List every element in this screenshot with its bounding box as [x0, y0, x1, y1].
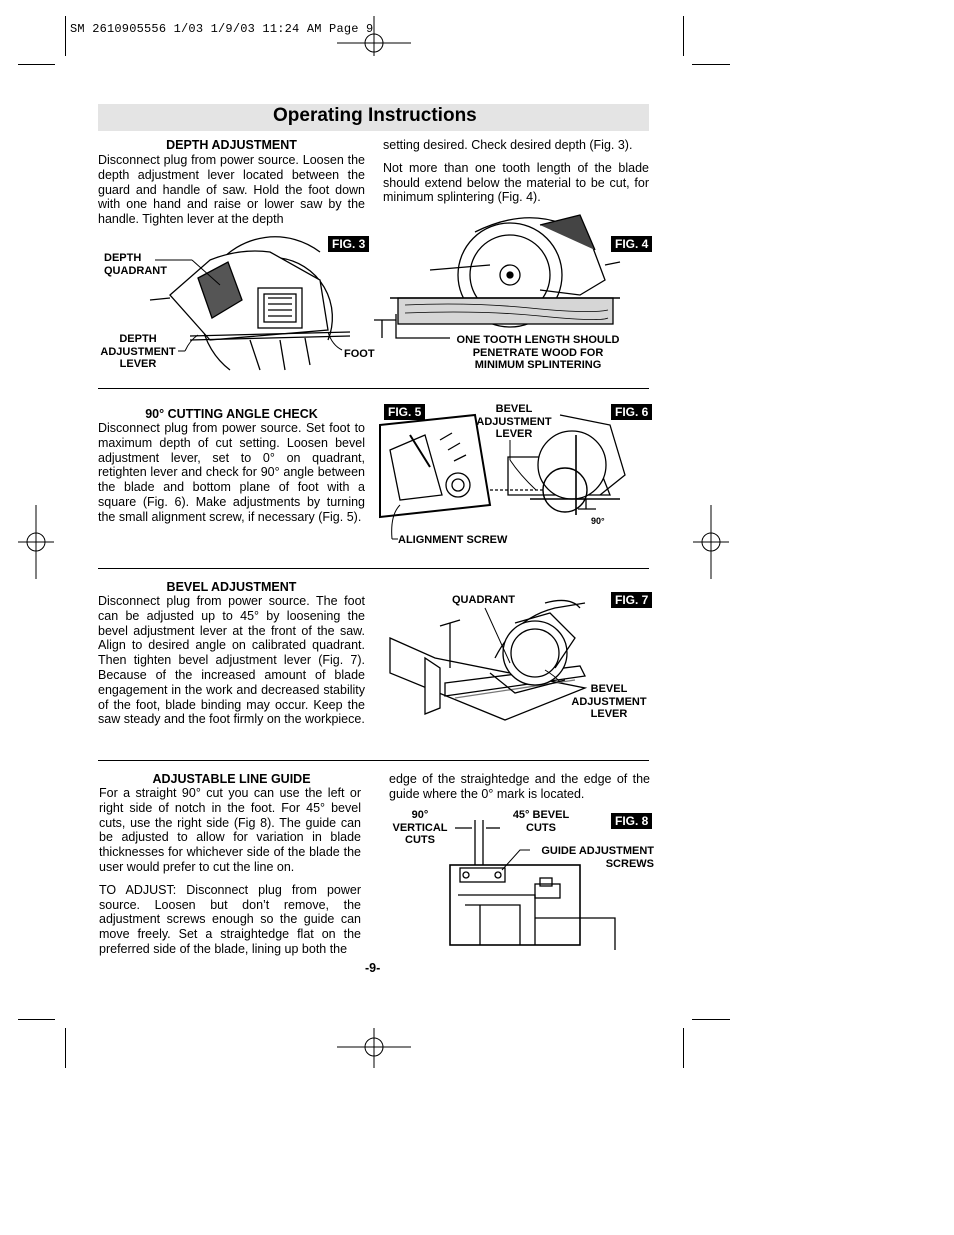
fig4-tooth-label: ONE TOOTH LENGTH SHOULD PENETRATE WOOD FOR MINIMUM SPLINTERING	[456, 334, 620, 371]
guide-text-1: For a straight 90° cut you can use the left or right side of notch in the foot. For 45° bevel cuts, use the right side (Fig 8). The guide can be adjusted to allow for variation in blade thicknesses for whichever side of the blade the user would prefer to cut the line on.	[99, 786, 361, 874]
fig5-label: FIG. 5	[384, 404, 425, 420]
bevel-heading: BEVEL ADJUSTMENT	[166, 580, 297, 594]
page-number: -9-	[365, 961, 381, 975]
depth-heading: DEPTH ADJUSTMENT	[166, 138, 297, 152]
fig8-label: FIG. 8	[611, 813, 652, 829]
fig4-saw-illustration	[380, 210, 650, 350]
fig3-foot-label: FOOT	[344, 348, 375, 360]
page-title: Operating Instructions	[273, 105, 477, 126]
guide-text-right: edge of the straightedge and the edge of the guide where the 0° mark is located.	[389, 772, 650, 801]
angle-text: Disconnect plug from power source. Set foot to maximum depth of cut setting. Loosen bevel adjustment lever, set to 0° on quadrant, retighten lever and check for 90° angle between the blade and bottom plane of foot with a square (Fig. 6). Make adjustments by turning the small alignment screw, if necessary (Fig. 5).	[98, 421, 365, 524]
fig3-label: FIG. 3	[328, 236, 369, 252]
depth-text-right	[383, 138, 649, 213]
fig6-90-label: 90°	[591, 516, 605, 526]
fig8-90-label: 90° VERTICAL CUTS	[392, 809, 448, 846]
depth-text-right-1: setting desired. Check desired depth (Fig. 3).	[383, 138, 633, 152]
guide-text-2: TO ADJUST: Disconnect plug from power source. Loosen but don’t remove, the adjustment screws enough so the guide can move freely. Set a straightedge flat on the preferred side of the blade, lining up both the	[99, 882, 361, 956]
divider-2	[98, 568, 649, 569]
fig3-depth-lever-label: DEPTH ADJUSTMENT LEVER	[100, 333, 176, 370]
guide-heading: ADJUSTABLE LINE GUIDE	[152, 772, 311, 786]
fig7-quadrant-label: QUADRANT	[452, 594, 515, 606]
depth-text-right-2: Not more than one tooth length of the blade should extend below the material to be cut, for minimum splintering (Fig. 4).	[383, 160, 649, 205]
fig6-bevel-lever-label: BEVEL ADJUSTMENT LEVER	[476, 403, 552, 440]
divider-1	[98, 388, 649, 389]
fig8-45-label: 45° BEVEL CUTS	[512, 809, 570, 834]
print-slug: SM 2610905556 1/03 1/9/03 11:24 AM Page 9	[70, 22, 374, 36]
divider-3	[98, 760, 649, 761]
fig3-depth-quadrant-label: DEPTH QUADRANT	[104, 252, 167, 277]
fig7-bevel-lever-label: BEVEL ADJUSTMENT LEVER	[571, 683, 647, 720]
angle-heading: 90° CUTTING ANGLE CHECK	[145, 407, 318, 421]
depth-text-left: Disconnect plug from power source. Loosen the depth adjustment lever located between the guard and handle of saw. Hold the foot down with one hand and raise or lower saw by the handle. Tighten lever at the depth	[98, 153, 365, 227]
bevel-text: Disconnect plug from power source. The foot can be adjusted up to 45° by loosening the bevel adjustment lever at the front of the saw. Align to desired angle on calibrated quadrant. Then tighten bevel adjustment lever (Fig. 7). Because of the increased amount of blade engagement in the work and decreased stability of the foot, blade binding may occur. Keep the saw steady and the foot firmly on the workpiece.	[98, 594, 365, 727]
section-title-bar	[98, 104, 649, 131]
fig8-screws-label: GUIDE ADJUSTMENT SCREWS	[541, 845, 654, 870]
fig6-label: FIG. 6	[611, 404, 652, 420]
fig4-label: FIG. 4	[611, 236, 652, 252]
fig5-alignment-screw-label: ALIGNMENT SCREW	[398, 534, 508, 546]
fig7-label: FIG. 7	[611, 592, 652, 608]
guide-text-left	[99, 786, 361, 965]
